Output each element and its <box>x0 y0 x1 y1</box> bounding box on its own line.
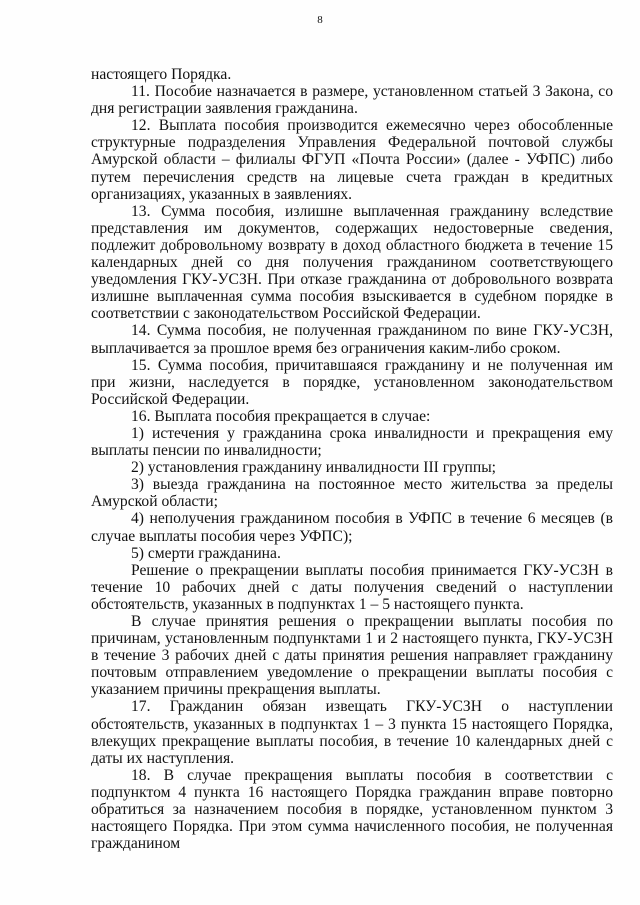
paragraph-item-16: 16. Выплата пособия прекращается в случае: <box>131 407 431 425</box>
subitem-5: 5) смерти гражданина. <box>131 544 281 562</box>
subitem-1: 1) истечения у гражданина срока инвалидности и прекращения ему выплаты пенсии по инвалидности; <box>91 424 613 460</box>
subitem-2: 2) установления гражданину инвалидности III группы; <box>131 459 497 477</box>
paragraph-item-13: 13. Сумма пособия, излишне выплаченная гражданину вследствие представления им документов, содержащих недостоверные сведения, подлежит добровольному возврату в доход областного бюджета в течение 15 календарных дней со дня получения гражданином соответствующего уведомления ГКУ-УСЗН. При отказе гражданина от добровольного возврата излишне выплаченная сумма пособия взыскивается в судебном порядке в соответствии с законодательством Российской Федерации. <box>91 202 613 323</box>
paragraph-item-14: 14. Сумма пособия, не полученная гражданином по вине ГКУ-УСЗН, выплачивается за прошлое время без ограничения каким-либо сроком. <box>91 322 613 357</box>
paragraph-item-11: 11. Пособие назначается в размере, установленном статьей 3 Закона, со дня регистрации заявления гражданина. <box>91 83 613 118</box>
paragraph-termination-decision: Решение о прекращении выплаты пособия принимается ГКУ-УСЗН в течение 10 рабочих дней с даты получения сведений о наступлении обстоятельств, указанных в подпунктах 1 – 5 настоящего пункта. <box>91 561 613 613</box>
paragraph-item-12: 12. Выплата пособия производится ежемесячно через обособленные структурные подразделения Управления Федеральной почтовой службы Амурской области – филиалы ФГУП «Почта России» (далее - УФПС) либо путем перечисления средств на лицевые счета граждан в кредитных организациях, указанных в заявлениях. <box>91 117 613 203</box>
paragraph-termination-notice: В случае принятия решения о прекращении выплаты пособия по причинам, установленным подпунктами 1 и 2 настоящего пункта, ГКУ-УСЗН в течение 3 рабочих дней с даты принятия решения направляет гражданину почтовым отправлением уведомление о прекращении выплаты пособия с указанием причины прекращения выплаты. <box>91 613 613 699</box>
paragraph-item-15: 15. Сумма пособия, причитавшаяся гражданину и не полученная им при жизни, наследуется в порядке, установленном законодательством Российской Федерации. <box>91 356 613 408</box>
subitem-3: 3) выезда гражданина на постоянное место жительства за пределы Амурской области; <box>91 476 613 511</box>
document-body <box>91 66 613 852</box>
paragraph-item-18: 18. В случае прекращения выплаты пособия в соответствии с подпунктом 4 пункта 16 настоящего Порядка гражданин вправе повторно обратиться за назначением пособия в порядке, установленном пунктом 3 настоящего Порядка. При этом сумма начисленного пособия, не полученная гражданином <box>91 766 613 853</box>
page-number: 8 <box>317 14 323 26</box>
subitem-4: 4) неполучения гражданином пособия в УФПС в течение 6 месяцев (в случае выплаты пособия через УФПС); <box>91 510 613 545</box>
paragraph-continuation: настоящего Порядка. <box>91 66 232 83</box>
paragraph-item-17: 17. Гражданин обязан извещать ГКУ-УСЗН о наступлении обстоятельств, указанных в подпунктах 1 – 3 пункта 15 настоящего Порядка, влекущих прекращение выплаты пособия, в течение 10 календарных дней с даты их наступления. <box>91 698 613 767</box>
